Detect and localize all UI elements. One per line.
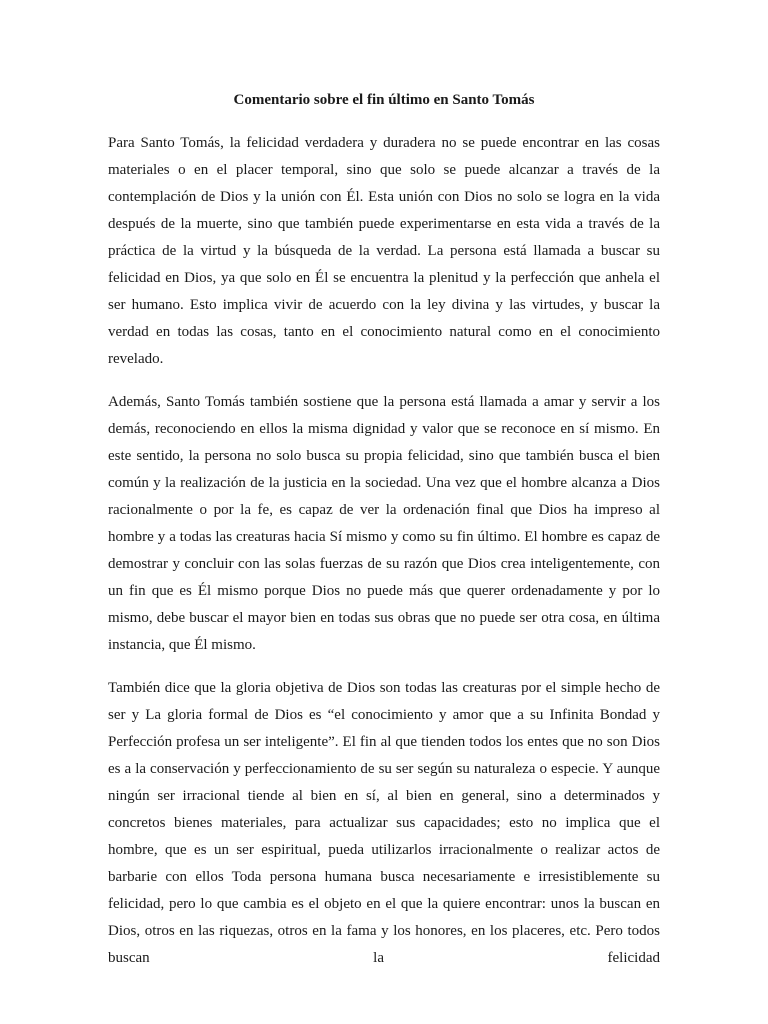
document-title: Comentario sobre el fin último en Santo Tomás (233, 92, 535, 108)
paragraph-2: Además, Santo Tomás también sostiene que la persona está llamada a amar y servir a los demás, reconociendo en ellos la misma dignidad y valor que se reconoce en sí mismo. En este sentido, la persona no solo busca su propia felicidad, sino que también busca el bien común y la realización de la justicia en la sociedad. Una vez que el hombre alcanza a Dios racionalmente o por la fe, es capaz de ver la ordenación final que Dios ha impreso al hombre y a todas las creaturas hacia Sí mismo y como su fin último. El hombre es capaz de demostrar y concluir con las solas fuerzas de su razón que Dios crea inteligentemente, con un fin que es Él mismo porque Dios no puede más que querer ordenadamente y por lo mismo, debe buscar el mayor bien en todas sus obras que no puede ser otra cosa, en última instancia, que Él mismo. (108, 394, 660, 653)
title-spacer (108, 110, 660, 130)
paragraph-spacer (108, 373, 660, 389)
paragraph-3: También dice que la gloria objetiva de Dios son todas las creaturas por el simple hecho de ser y La gloria formal de Dios es “el conocimiento y amor que a su Infinita Bondad y Perfección profesa un ser inteligente”. El fin al que tienden todos los entes que no son Dios es a la conservación y perfeccionamiento de su ser según su naturaleza o especie. Y aunque ningún ser irracional tiende al bien en sí, al bien en general, sino a determinados y concretos bienes materiales, para actualizar sus capacidades; esto no implica que el hombre, que es un ser espiritual, pueda utilizarlos irracionalmente o realizar actos de barbarie con ellos Toda persona humana busca necesariamente e irresistiblemente su felicidad, pero lo que cambia es el objeto en el que la quiere encontrar: unos la buscan en Dios, otros en las riquezas, otros en la fama y los honores, en los placeres, etc. Pero todos buscan la felicidad (108, 680, 660, 966)
paragraph-1: Para Santo Tomás, la felicidad verdadera y duradera no se puede encontrar en las cosas materiales o en el placer temporal, sino que solo se puede alcanzar a través de la contemplación de Dios y la unión con Él. Esta unión con Dios no solo se logra en la vida después de la muerte, sino que también puede experimentarse en esta vida a través de la práctica de la virtud y la búsqueda de la verdad. La persona está llamada a buscar su felicidad en Dios, ya que solo en Él se encuentra la plenitud y la perfección que anhela el ser humano. Esto implica vivir de acuerdo con la ley divina y las virtudes, y buscar la verdad en todas las cosas, tanto en el conocimiento natural como en el conocimiento revelado. (108, 135, 660, 367)
document-body (108, 90, 660, 972)
paragraph-spacer (108, 659, 660, 675)
